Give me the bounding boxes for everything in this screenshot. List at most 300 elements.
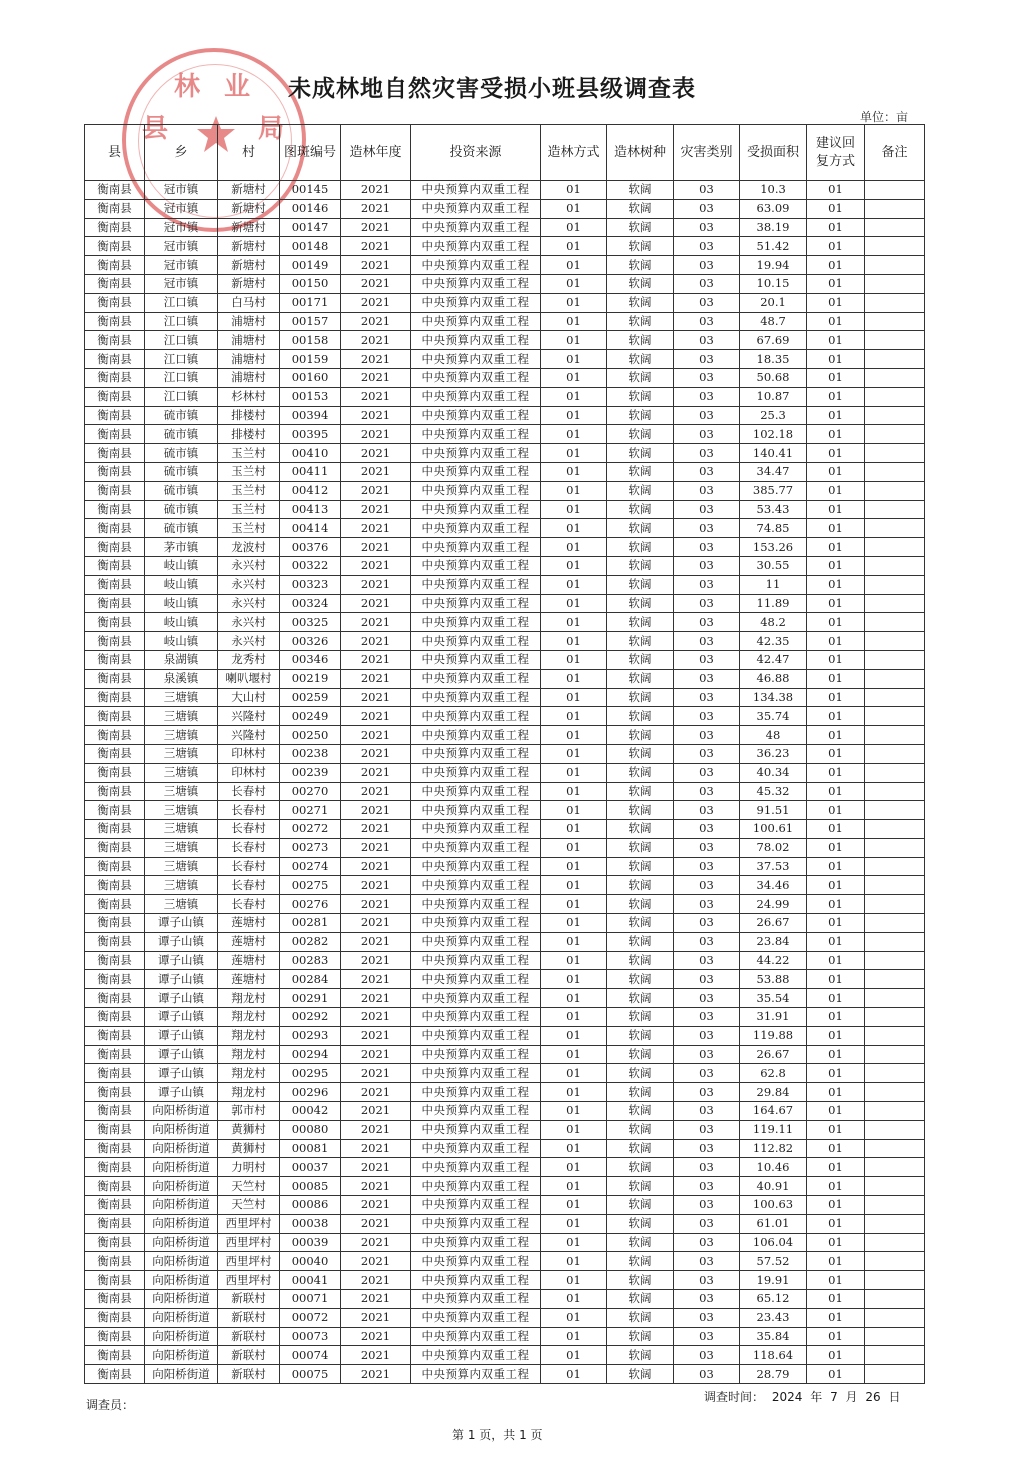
cell-recovery-method: 01 [807, 481, 865, 500]
cell-disaster-type: 03 [674, 594, 740, 613]
cell-damaged-area: 48.7 [740, 312, 807, 331]
cell-planting-year: 2021 [341, 462, 411, 481]
table-row [85, 707, 925, 726]
table-row [85, 1196, 925, 1215]
table-row [85, 650, 925, 669]
cell-village: 长春村 [218, 876, 280, 895]
cell-tree-species: 软阔 [607, 575, 674, 594]
cell-remarks [865, 500, 925, 519]
cell-patch-id: 00239 [280, 763, 341, 782]
cell-county: 衡南县 [85, 1083, 145, 1102]
cell-remarks [865, 1158, 925, 1177]
cell-planting-year: 2021 [341, 895, 411, 914]
cell-disaster-type: 03 [674, 1365, 740, 1384]
cell-recovery-method: 01 [807, 989, 865, 1008]
cell-county: 衡南县 [85, 688, 145, 707]
cell-funding-source: 中央预算内双重工程 [411, 444, 541, 463]
cell-county: 衡南县 [85, 181, 145, 200]
cell-disaster-type: 03 [674, 218, 740, 237]
cell-planting-year: 2021 [341, 575, 411, 594]
investigator-label: 调查员： [86, 1398, 135, 1412]
cell-village: 长春村 [218, 782, 280, 801]
cell-county: 衡南县 [85, 1214, 145, 1233]
cell-funding-source: 中央预算内双重工程 [411, 1290, 541, 1309]
cell-patch-id: 00157 [280, 312, 341, 331]
cell-planting-year: 2021 [341, 970, 411, 989]
cell-county: 衡南县 [85, 970, 145, 989]
cell-tree-species: 软阔 [607, 406, 674, 425]
cell-county: 衡南县 [85, 1045, 145, 1064]
cell-tree-species: 软阔 [607, 1026, 674, 1045]
cell-damaged-area: 48.2 [740, 613, 807, 632]
cell-tree-species: 软阔 [607, 556, 674, 575]
cell-remarks [865, 1102, 925, 1121]
cell-remarks [865, 1083, 925, 1102]
cell-planting-method: 01 [541, 594, 607, 613]
cell-damaged-area: 35.54 [740, 989, 807, 1008]
cell-recovery-method: 01 [807, 820, 865, 839]
cell-damaged-area: 53.88 [740, 970, 807, 989]
cell-funding-source: 中央预算内双重工程 [411, 669, 541, 688]
cell-tree-species: 软阔 [607, 1064, 674, 1083]
cell-recovery-method: 01 [807, 876, 865, 895]
cell-recovery-method: 01 [807, 613, 865, 632]
table-row [85, 1064, 925, 1083]
cell-funding-source: 中央预算内双重工程 [411, 425, 541, 444]
cell-damaged-area: 11 [740, 575, 807, 594]
cell-county: 衡南县 [85, 669, 145, 688]
cell-township: 三塘镇 [145, 688, 218, 707]
cell-village: 浦塘村 [218, 350, 280, 369]
cell-county: 衡南县 [85, 989, 145, 1008]
cell-recovery-method: 01 [807, 274, 865, 293]
table-row [85, 744, 925, 763]
cell-planting-year: 2021 [341, 1290, 411, 1309]
cell-funding-source: 中央预算内双重工程 [411, 744, 541, 763]
cell-tree-species: 软阔 [607, 1196, 674, 1215]
cell-disaster-type: 03 [674, 650, 740, 669]
cell-village: 玉兰村 [218, 462, 280, 481]
cell-recovery-method: 01 [807, 331, 865, 350]
table-row [85, 1214, 925, 1233]
cell-village: 新联村 [218, 1308, 280, 1327]
cell-planting-method: 01 [541, 368, 607, 387]
cell-funding-source: 中央预算内双重工程 [411, 970, 541, 989]
cell-funding-source: 中央预算内双重工程 [411, 688, 541, 707]
cell-planting-year: 2021 [341, 293, 411, 312]
cell-remarks [865, 989, 925, 1008]
cell-county: 衡南县 [85, 914, 145, 933]
cell-damaged-area: 65.12 [740, 1290, 807, 1309]
cell-tree-species: 软阔 [607, 876, 674, 895]
cell-recovery-method: 01 [807, 744, 865, 763]
cell-funding-source: 中央预算内双重工程 [411, 368, 541, 387]
cell-disaster-type: 03 [674, 1196, 740, 1215]
cell-planting-year: 2021 [341, 331, 411, 350]
cell-recovery-method: 01 [807, 801, 865, 820]
cell-planting-method: 01 [541, 538, 607, 557]
cell-disaster-type: 03 [674, 688, 740, 707]
cell-planting-method: 01 [541, 1346, 607, 1365]
cell-patch-id: 00275 [280, 876, 341, 895]
cell-funding-source: 中央预算内双重工程 [411, 857, 541, 876]
cell-county: 衡南县 [85, 1064, 145, 1083]
cell-recovery-method: 01 [807, 1308, 865, 1327]
cell-county: 衡南县 [85, 895, 145, 914]
cell-township: 冠市镇 [145, 274, 218, 293]
cell-disaster-type: 03 [674, 632, 740, 651]
table-row [85, 350, 925, 369]
cell-disaster-type: 03 [674, 444, 740, 463]
cell-patch-id: 00042 [280, 1102, 341, 1121]
cell-planting-year: 2021 [341, 744, 411, 763]
cell-remarks [865, 801, 925, 820]
table-row [85, 970, 925, 989]
cell-remarks [865, 1308, 925, 1327]
cell-patch-id: 00040 [280, 1252, 341, 1271]
cell-tree-species: 软阔 [607, 368, 674, 387]
cell-township: 三塘镇 [145, 744, 218, 763]
cell-recovery-method: 01 [807, 1139, 865, 1158]
cell-damaged-area: 42.35 [740, 632, 807, 651]
cell-planting-year: 2021 [341, 425, 411, 444]
date-label: 调查时间： [704, 1390, 765, 1404]
cell-township: 谭子山镇 [145, 1026, 218, 1045]
cell-village: 新联村 [218, 1365, 280, 1384]
cell-planting-method: 01 [541, 350, 607, 369]
cell-disaster-type: 03 [674, 1120, 740, 1139]
cell-remarks [865, 895, 925, 914]
cell-planting-method: 01 [541, 1008, 607, 1027]
cell-disaster-type: 03 [674, 500, 740, 519]
table-row [85, 1008, 925, 1027]
cell-funding-source: 中央预算内双重工程 [411, 1196, 541, 1215]
cell-disaster-type: 03 [674, 199, 740, 218]
cell-planting-method: 01 [541, 218, 607, 237]
table-row [85, 763, 925, 782]
cell-funding-source: 中央预算内双重工程 [411, 1158, 541, 1177]
cell-remarks [865, 820, 925, 839]
cell-remarks [865, 1008, 925, 1027]
cell-county: 衡南县 [85, 425, 145, 444]
cell-funding-source: 中央预算内双重工程 [411, 801, 541, 820]
cell-village: 白马村 [218, 293, 280, 312]
cell-disaster-type: 03 [674, 970, 740, 989]
cell-tree-species: 软阔 [607, 857, 674, 876]
cell-remarks [865, 406, 925, 425]
table-row [85, 1120, 925, 1139]
cell-planting-method: 01 [541, 519, 607, 538]
cell-tree-species: 软阔 [607, 500, 674, 519]
cell-village: 西里坪村 [218, 1271, 280, 1290]
cell-county: 衡南县 [85, 1308, 145, 1327]
cell-planting-method: 01 [541, 1271, 607, 1290]
cell-county: 衡南县 [85, 1008, 145, 1027]
cell-county: 衡南县 [85, 274, 145, 293]
cell-township: 三塘镇 [145, 820, 218, 839]
cell-funding-source: 中央预算内双重工程 [411, 199, 541, 218]
cell-county: 衡南县 [85, 951, 145, 970]
cell-tree-species: 软阔 [607, 218, 674, 237]
cell-village: 莲塘村 [218, 951, 280, 970]
table-row [85, 989, 925, 1008]
cell-planting-method: 01 [541, 895, 607, 914]
cell-township: 向阳桥街道 [145, 1290, 218, 1309]
cell-patch-id: 00291 [280, 989, 341, 1008]
cell-tree-species: 软阔 [607, 801, 674, 820]
cell-damaged-area: 63.09 [740, 199, 807, 218]
cell-planting-year: 2021 [341, 876, 411, 895]
cell-planting-year: 2021 [341, 613, 411, 632]
cell-damaged-area: 25.3 [740, 406, 807, 425]
cell-damaged-area: 78.02 [740, 838, 807, 857]
cell-township: 三塘镇 [145, 801, 218, 820]
cell-funding-source: 中央预算内双重工程 [411, 500, 541, 519]
cell-damaged-area: 67.69 [740, 331, 807, 350]
cell-funding-source: 中央预算内双重工程 [411, 274, 541, 293]
cell-patch-id: 00073 [280, 1327, 341, 1346]
cell-township: 向阳桥街道 [145, 1102, 218, 1121]
cell-tree-species: 软阔 [607, 1045, 674, 1064]
cell-village: 黄狮村 [218, 1139, 280, 1158]
cell-remarks [865, 951, 925, 970]
date-month-unit: 月 [845, 1390, 858, 1404]
cell-planting-year: 2021 [341, 688, 411, 707]
cell-disaster-type: 03 [674, 331, 740, 350]
table-row [85, 1327, 925, 1346]
table-row [85, 575, 925, 594]
cell-funding-source: 中央预算内双重工程 [411, 876, 541, 895]
cell-recovery-method: 01 [807, 951, 865, 970]
cell-damaged-area: 385.77 [740, 481, 807, 500]
cell-remarks [865, 1327, 925, 1346]
cell-tree-species: 软阔 [607, 932, 674, 951]
cell-disaster-type: 03 [674, 425, 740, 444]
cell-township: 硫市镇 [145, 481, 218, 500]
table-row [85, 1045, 925, 1064]
table-row [85, 1365, 925, 1384]
cell-disaster-type: 03 [674, 481, 740, 500]
cell-county: 衡南县 [85, 1196, 145, 1215]
cell-patch-id: 00282 [280, 932, 341, 951]
cell-recovery-method: 01 [807, 406, 865, 425]
cell-tree-species: 软阔 [607, 613, 674, 632]
cell-township: 冠市镇 [145, 218, 218, 237]
cell-remarks [865, 181, 925, 200]
cell-damaged-area: 46.88 [740, 669, 807, 688]
cell-recovery-method: 01 [807, 650, 865, 669]
cell-remarks [865, 914, 925, 933]
cell-township: 向阳桥街道 [145, 1233, 218, 1252]
cell-remarks [865, 575, 925, 594]
cell-planting-method: 01 [541, 782, 607, 801]
cell-damaged-area: 19.91 [740, 1271, 807, 1290]
cell-township: 岐山镇 [145, 613, 218, 632]
cell-patch-id: 00323 [280, 575, 341, 594]
cell-patch-id: 00250 [280, 726, 341, 745]
cell-recovery-method: 01 [807, 1271, 865, 1290]
cell-recovery-method: 01 [807, 594, 865, 613]
cell-remarks [865, 1346, 925, 1365]
cell-patch-id: 00294 [280, 1045, 341, 1064]
cell-funding-source: 中央预算内双重工程 [411, 387, 541, 406]
cell-village: 新联村 [218, 1346, 280, 1365]
cell-patch-id: 00270 [280, 782, 341, 801]
cell-funding-source: 中央预算内双重工程 [411, 1252, 541, 1271]
cell-funding-source: 中央预算内双重工程 [411, 1365, 541, 1384]
cell-planting-year: 2021 [341, 1346, 411, 1365]
cell-tree-species: 软阔 [607, 519, 674, 538]
cell-county: 衡南县 [85, 256, 145, 275]
cell-village: 翔龙村 [218, 1026, 280, 1045]
cell-funding-source: 中央预算内双重工程 [411, 481, 541, 500]
cell-patch-id: 00147 [280, 218, 341, 237]
cell-township: 三塘镇 [145, 838, 218, 857]
cell-patch-id: 00149 [280, 256, 341, 275]
cell-village: 翔龙村 [218, 1045, 280, 1064]
cell-planting-method: 01 [541, 838, 607, 857]
cell-township: 向阳桥街道 [145, 1308, 218, 1327]
cell-county: 衡南县 [85, 763, 145, 782]
cell-remarks [865, 256, 925, 275]
cell-remarks [865, 857, 925, 876]
cell-planting-year: 2021 [341, 556, 411, 575]
cell-funding-source: 中央预算内双重工程 [411, 1064, 541, 1083]
cell-damaged-area: 134.38 [740, 688, 807, 707]
cell-damaged-area: 34.46 [740, 876, 807, 895]
cell-village: 新联村 [218, 1290, 280, 1309]
cell-patch-id: 00145 [280, 181, 341, 200]
cell-planting-year: 2021 [341, 1064, 411, 1083]
cell-planting-year: 2021 [341, 820, 411, 839]
cell-patch-id: 00146 [280, 199, 341, 218]
cell-damaged-area: 62.8 [740, 1064, 807, 1083]
cell-recovery-method: 01 [807, 350, 865, 369]
cell-village: 新塘村 [218, 256, 280, 275]
cell-planting-year: 2021 [341, 500, 411, 519]
cell-patch-id: 00071 [280, 1290, 341, 1309]
cell-planting-method: 01 [541, 1177, 607, 1196]
cell-patch-id: 00414 [280, 519, 341, 538]
cell-township: 谭子山镇 [145, 1064, 218, 1083]
cell-funding-source: 中央预算内双重工程 [411, 331, 541, 350]
cell-damaged-area: 50.68 [740, 368, 807, 387]
cell-disaster-type: 03 [674, 556, 740, 575]
cell-damaged-area: 45.32 [740, 782, 807, 801]
cell-remarks [865, 1177, 925, 1196]
cell-village: 郭市村 [218, 1102, 280, 1121]
cell-disaster-type: 03 [674, 1290, 740, 1309]
cell-damaged-area: 10.3 [740, 181, 807, 200]
cell-planting-method: 01 [541, 669, 607, 688]
cell-county: 衡南县 [85, 575, 145, 594]
cell-funding-source: 中央预算内双重工程 [411, 838, 541, 857]
cell-village: 兴隆村 [218, 707, 280, 726]
cell-village: 永兴村 [218, 594, 280, 613]
cell-damaged-area: 42.47 [740, 650, 807, 669]
cell-township: 谭子山镇 [145, 970, 218, 989]
cell-tree-species: 软阔 [607, 538, 674, 557]
cell-village: 莲塘村 [218, 932, 280, 951]
cell-disaster-type: 03 [674, 876, 740, 895]
cell-damaged-area: 40.91 [740, 1177, 807, 1196]
cell-funding-source: 中央预算内双重工程 [411, 556, 541, 575]
cell-village: 永兴村 [218, 556, 280, 575]
cell-remarks [865, 650, 925, 669]
cell-funding-source: 中央预算内双重工程 [411, 1102, 541, 1121]
cell-township: 岐山镇 [145, 575, 218, 594]
cell-village: 玉兰村 [218, 481, 280, 500]
cell-remarks [865, 556, 925, 575]
cell-township: 谭子山镇 [145, 932, 218, 951]
cell-disaster-type: 03 [674, 744, 740, 763]
table-row [85, 181, 925, 200]
cell-funding-source: 中央预算内双重工程 [411, 1045, 541, 1064]
cell-township: 三塘镇 [145, 782, 218, 801]
table-header-row [85, 125, 925, 181]
cell-funding-source: 中央预算内双重工程 [411, 914, 541, 933]
cell-planting-year: 2021 [341, 669, 411, 688]
cell-disaster-type: 03 [674, 462, 740, 481]
cell-township: 谭子山镇 [145, 1008, 218, 1027]
cell-township: 茅市镇 [145, 538, 218, 557]
cell-recovery-method: 01 [807, 914, 865, 933]
cell-damaged-area: 57.52 [740, 1252, 807, 1271]
cell-township: 江口镇 [145, 368, 218, 387]
cell-planting-method: 01 [541, 387, 607, 406]
cell-tree-species: 软阔 [607, 707, 674, 726]
cell-remarks [865, 199, 925, 218]
cell-county: 衡南县 [85, 707, 145, 726]
cell-damaged-area: 37.53 [740, 857, 807, 876]
cell-patch-id: 00296 [280, 1083, 341, 1102]
cell-patch-id: 00346 [280, 650, 341, 669]
cell-planting-year: 2021 [341, 838, 411, 857]
cell-planting-year: 2021 [341, 350, 411, 369]
cell-village: 新塘村 [218, 237, 280, 256]
cell-planting-year: 2021 [341, 387, 411, 406]
cell-funding-source: 中央预算内双重工程 [411, 293, 541, 312]
cell-damaged-area: 10.46 [740, 1158, 807, 1177]
col-header-tree-species: 造林树种 [607, 125, 674, 181]
cell-damaged-area: 23.84 [740, 932, 807, 951]
col-header-damaged-area: 受损面积 [740, 125, 807, 181]
cell-planting-year: 2021 [341, 763, 411, 782]
cell-patch-id: 00271 [280, 801, 341, 820]
cell-planting-method: 01 [541, 932, 607, 951]
cell-funding-source: 中央预算内双重工程 [411, 1139, 541, 1158]
cell-township: 江口镇 [145, 312, 218, 331]
cell-township: 谭子山镇 [145, 1083, 218, 1102]
cell-planting-year: 2021 [341, 1308, 411, 1327]
cell-patch-id: 00395 [280, 425, 341, 444]
cell-planting-method: 01 [541, 481, 607, 500]
cell-county: 衡南县 [85, 556, 145, 575]
col-header-county: 县 [85, 125, 145, 181]
cell-planting-method: 01 [541, 1214, 607, 1233]
col-header-recovery-method: 建议回复方式 [807, 125, 865, 181]
cell-tree-species: 软阔 [607, 1308, 674, 1327]
cell-recovery-method: 01 [807, 293, 865, 312]
date-day-unit: 日 [888, 1390, 901, 1404]
cell-planting-method: 01 [541, 970, 607, 989]
cell-remarks [865, 1214, 925, 1233]
survey-date [700, 1388, 901, 1405]
cell-patch-id: 00238 [280, 744, 341, 763]
cell-tree-species: 软阔 [607, 181, 674, 200]
cell-planting-method: 01 [541, 650, 607, 669]
cell-county: 衡南县 [85, 1365, 145, 1384]
